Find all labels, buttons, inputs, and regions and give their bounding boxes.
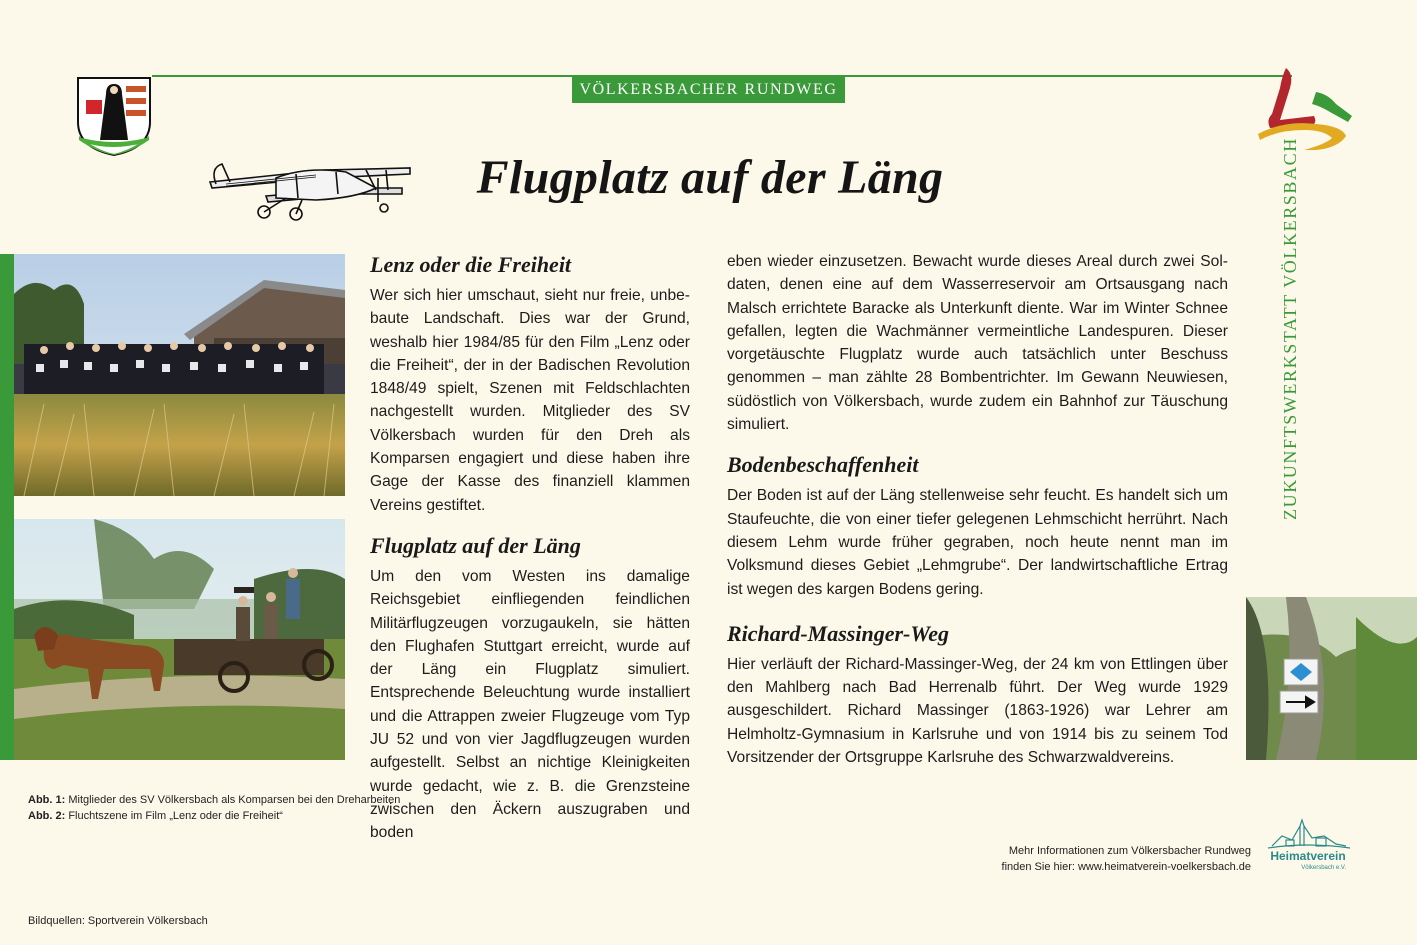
page-title: Flugplatz auf der Läng (476, 151, 944, 204)
more-info (970, 843, 1251, 875)
photo-film-extras (14, 254, 345, 496)
more-info-line1: Mehr Informationen zum Völkersbacher Rundweg (1008, 845, 1251, 857)
zukunftswerkstatt-logo (1254, 64, 1358, 156)
text-column-right (727, 250, 1228, 783)
coat-of-arms-icon (76, 76, 152, 156)
text-weg: Hier verläuft der Richard-Massinger-Weg, der 24 km von Ettlingen über den Mahlberg nach Bad Herrenalb führt. Der Weg wurde 1929 ausgeschildert. Richard Massinger (1863-1926) war Lehrer am Helmholtz-Gymnasium in Karlsruhe und von 1914 bis zu seinem Tod Vorsitzender der Ortsgruppe Karlsruhe des Schwarzwaldvereins. (727, 655, 1228, 767)
text-flugplatz-part1: Um den vom Westen ins damalige Reichsgebiet einfliegenden feindlichen Militärflugzeugen vorzugaukeln, sie hätten den Flughafen Stuttgart erreicht, wurde auf der Läng ein Flugplatz simuliert. Entsprechende Beleuchtung wurde installiert und die Attrappen zweier Flugzeuge vom Typ JU 52 und von vier Jagdflugzeugen wurden aufgestellt. Selbst an nichtige Kleinigkeiten wurde gedacht, wie z. B. die Grenzsteine zwischen den Äckern auszugraben und boden (370, 567, 690, 842)
photo-escape-scene (14, 519, 345, 760)
heading-flugplatz: Flugplatz auf der Läng (370, 532, 581, 558)
caption-abb1: Abb. 1: Mitglieder des SV Völkersbach als Komparsen bei den Dreharbeiten (28, 794, 401, 806)
photo-trail-sign (1246, 597, 1417, 760)
heimatverein-logo (1262, 816, 1354, 872)
image-captions (28, 792, 400, 824)
text-flugplatz-part2: eben wieder einzusetzen. Bewacht wurde dieses Areal durch zwei Soldaten, denen eine auf dem Wasserreservoir am Ortsausgang nach Malsch errichtete Baracke als Unterkunft diente. War im Winter Schnee gefallen, legten die Wachmänner vermeintliche Landespuren. Dieser vorgetäuschte Flugplatz wurde auch tatsächlich unter Beschuss genommen – man zählte 28 Bombentrichter. Im Gewann Neuwiesen, südöstlich von Völkersbach, wurde zudem ein Bahnhof zur Täuschung simuliert. (727, 253, 1228, 434)
heading-boden: Bodenbeschaffenheit (727, 452, 919, 478)
image-credit: Bildquellen: Sportverein Völkersbach (28, 915, 208, 927)
heading-weg: Richard-Massinger-Weg (727, 620, 950, 646)
route-banner: VÖLKERSBACHER RUNDWEG (572, 76, 845, 103)
zukunftswerkstatt-vertical-label: ZUKUNFTSWERKSTATT VÖLKERSBACH (1280, 137, 1300, 520)
svg-text:Völkersbach e.V.: Völkersbach e.V. (1301, 865, 1346, 871)
heading-lenz: Lenz oder die Freiheit (370, 252, 572, 277)
biplane-illustration (206, 148, 412, 224)
svg-text:Heimatverein: Heimatverein (1270, 849, 1346, 863)
text-lenz: Wer sich hier umschaut, sieht nur freie, unbebaute Landschaft. Dies war der Grund, weshalb hier 1984/85 für den Film „Lenz oder die Freiheit“, der in der Badischen Revolution 1848/49 spielt, Szenen mit Feldschlachten nachgestellt wurden. Mitglieder des SV Völkersbach wurden für den Dreh als Komparsen engagiert und diese haben ihre Gage der Kasse des finanziell klammen Vereins gestiftet. (370, 287, 690, 514)
text-column-left (370, 250, 690, 859)
more-info-url[interactable]: finden Sie hier: www.heimatverein-voelkersbach.de (1001, 861, 1251, 873)
text-boden: Der Boden ist auf der Läng stellenweise sehr feucht. Es handelt sich um Staufeuchte, die von einer tiefer gelegenen Lehmschicht herrührt. Nach diesem Lehm wurde früher gegraben, noch heute nennt man im Volksmund dieses Gebiet „Lehmgrube“. Der landwirtschaftliche Ertrag ist wegen des kargen Bodens gering. (727, 487, 1228, 598)
left-accent-bar (0, 254, 14, 760)
caption-abb2: Abb. 2: Fluchtszene im Film „Lenz oder die Freiheit“ (28, 810, 283, 822)
